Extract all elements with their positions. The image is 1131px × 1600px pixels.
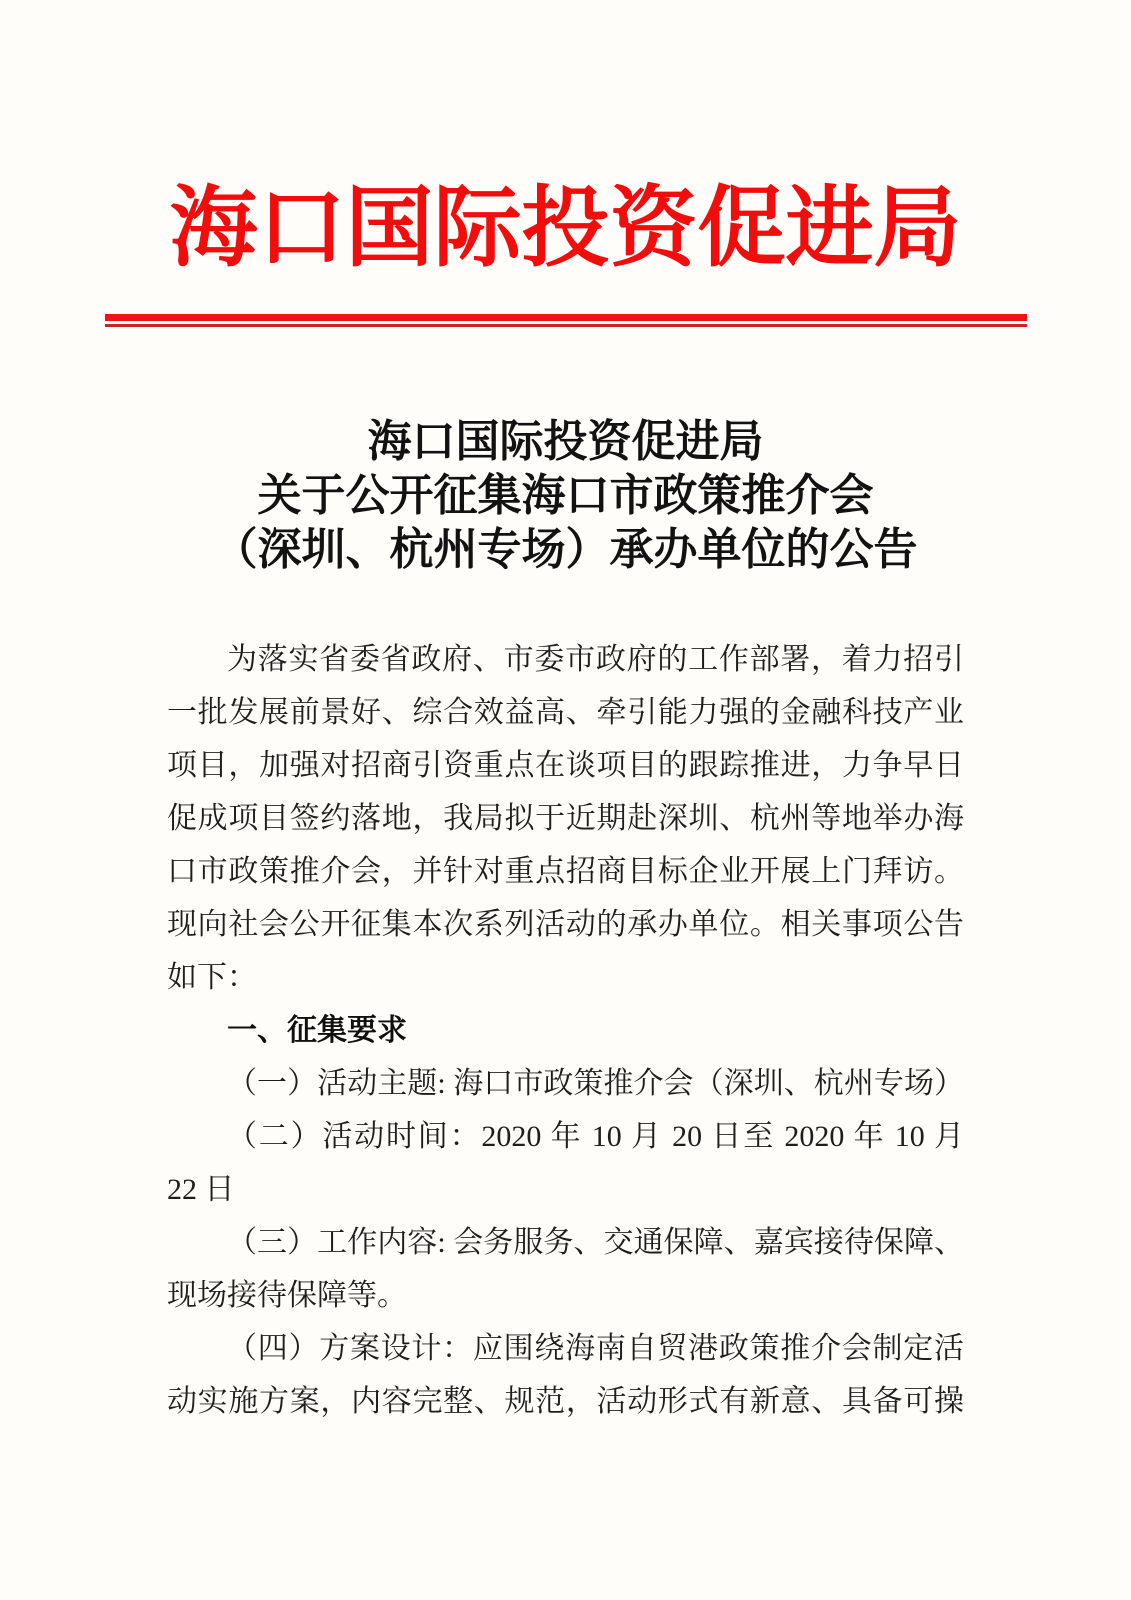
section-heading: 一、征集要求 — [227, 1014, 407, 1047]
letterhead-divider — [105, 314, 1027, 327]
list-item-2: （二）活动时间：2020 年 10 月 20 日至 2020 年 10 月 — [227, 1120, 964, 1153]
document-title-line-2: 关于公开征集海口市政策推介会 — [257, 471, 874, 520]
divider-thin-line — [105, 324, 1027, 327]
document-title-line-3: （深圳、杭州专场）承办单位的公告 — [213, 525, 918, 574]
letterhead-title: 海口国际投资促进局 — [169, 181, 962, 278]
paragraph-line: 为落实省委省政府、市委市政府的工作部署，着力招引 — [227, 643, 964, 676]
list-item-4-continued: 动实施方案，内容完整、规范，活动形式有新意、具备可操 — [167, 1385, 964, 1418]
paragraph-line: 项目，加强对招商引资重点在谈项目的跟踪推进，力争早日 — [167, 749, 964, 782]
list-item-2-continued: 22 日 — [167, 1173, 235, 1206]
list-item-3-continued: 现场接待保障等。 — [167, 1279, 407, 1312]
list-item-1: （一）活动主题: 海口市政策推介会（深圳、杭州专场） — [227, 1067, 964, 1100]
document-body — [167, 633, 964, 1428]
paragraph-line: 一批发展前景好、综合效益高、牵引能力强的金融科技产业 — [167, 696, 964, 729]
list-item-4: （四）方案设计：应围绕海南自贸港政策推介会制定活 — [227, 1332, 964, 1365]
paragraph-line: 口市政策推介会，并针对重点招商目标企业开展上门拜访。 — [167, 855, 964, 888]
list-item-3: （三）工作内容: 会务服务、交通保障、嘉宾接待保障、 — [227, 1226, 964, 1259]
document-title — [0, 415, 1131, 577]
paragraph-line: 如下： — [167, 961, 257, 994]
divider-thick-line — [105, 314, 1027, 321]
paragraph-line: 现向社会公开征集本次系列活动的承办单位。相关事项公告 — [167, 908, 964, 941]
paragraph-line: 促成项目签约落地，我局拟于近期赴深圳、杭州等地举办海 — [167, 802, 964, 835]
document-title-line-1: 海口国际投资促进局 — [367, 417, 764, 466]
